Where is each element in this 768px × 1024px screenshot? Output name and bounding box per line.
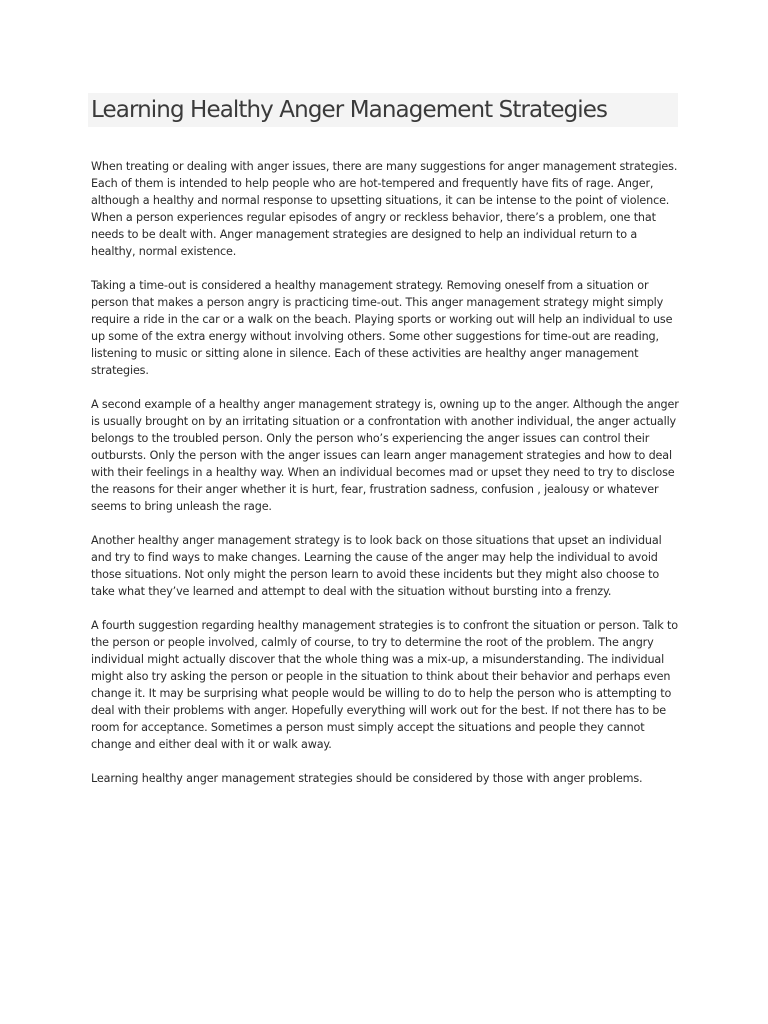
paragraph-look-back: Another healthy anger management strategy is to look back on those situations that upset an individual and try to find ways to make changes. Learning the cause of the anger may help the individual to avoid those situations. Not only might the person learn to avoid these incidents but they might also choose to take what they’ve learned and attempt to deal with the situation without bursting into a frenzy. (91, 534, 662, 598)
paragraph-intro: When treating or dealing with anger issues, there are many suggestions for anger management strategies. Each of them is intended to help people who are hot-tempered and frequently have fits of rage. Anger, although a healthy and normal response to upsetting situations, it can be intense to the point of violence. When a person experiences regular episodes of angry or reckless behavior, there’s a problem, one that needs to be dealt with. Anger management strategies are designed to help an individual return to a healthy, normal existence. (91, 160, 678, 258)
page-title: Learning Healthy Anger Management Strategies (91, 97, 608, 123)
paragraph-conclusion: Learning healthy anger management strategies should be considered by those with anger problems. (91, 772, 643, 785)
paragraph-time-out: Taking a time-out is considered a healthy management strategy. Removing oneself from a situation or person that makes a person angry is practicing time-out. This anger management strategy might simply require a ride in the car or a walk on the beach. Playing sports or working out will help an individual to use up some of the extra energy without involving others. Some other suggestions for time-out are reading, listening to music or sitting alone in silence. Each of these activities are healthy anger management strategies. (91, 279, 673, 377)
paragraph-owning-anger: A second example of a healthy anger management strategy is, owning up to the anger. Although the anger is usually brought on by an irritating situation or a confrontation with another individual, the anger actually belongs to the troubled person. Only the person who’s experiencing the anger issues can control their outbursts. Only the person with the anger issues can learn anger management strategies and how to deal with their feelings in a healthy way. When an individual becomes mad or upset they need to try to disclose the reasons for their anger whether it is hurt, fear, frustration sadness, confusion , jealousy or whatever seems to bring unleash the rage. (91, 398, 679, 513)
paragraph-confront: A fourth suggestion regarding healthy management strategies is to confront the situation or person. Talk to the person or people involved, calmly of course, to try to determine the root of the problem. The angry individual might actually discover that the whole thing was a mix-up, a misunderstanding. The individual might also try asking the person or people in the situation to think about their behavior and perhaps even change it. It may be surprising what people would be willing to do to help the person who is attempting to deal with their problems with anger. Hopefully everything will work out for the best. If not there has to be room for acceptance. Sometimes a person must simply accept the situations and people they cannot change and either deal with it or walk away. (91, 619, 678, 751)
article-body (91, 158, 683, 804)
